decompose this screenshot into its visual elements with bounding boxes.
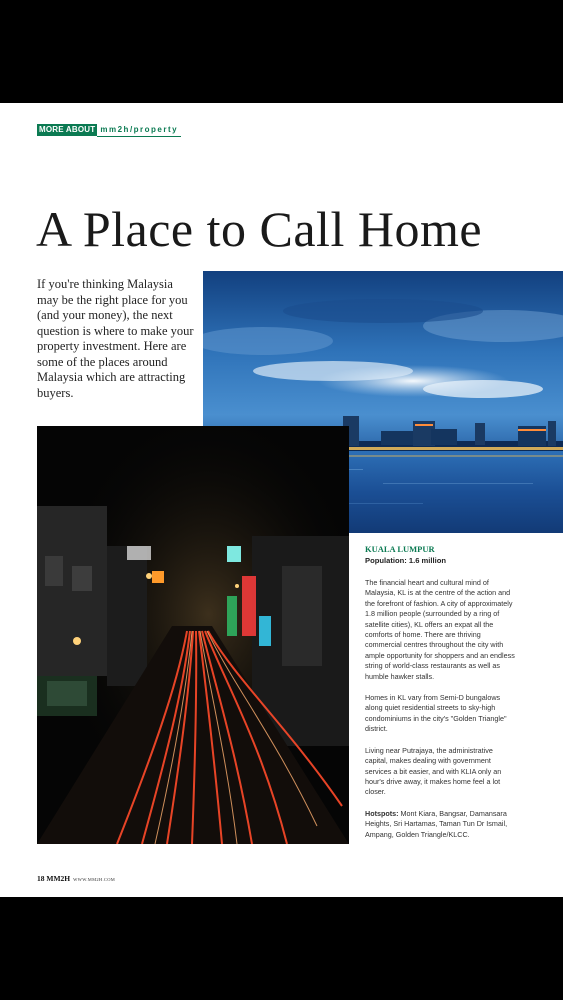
page-folio xyxy=(37,874,115,883)
section-tag xyxy=(37,124,181,136)
section-badge: MORE ABOUT xyxy=(39,125,96,134)
article-paragraph: The financial heart and cultural mind of Malaysia, KL is at the centre of the action and the forefront of fashion. A city of approximately 1.8 million people (surrounded by a ring of satellite cities), KL offers an expat all the comforts of home. There are thriving commercial centres throughout the city with ample opportunity for shoppers and an endless string of world-class restaurants as well as humble hawker stalls. xyxy=(365,578,515,681)
article-paragraph: Living near Putrajaya, the administrative capital, makes dealing with government services a bit easier, and with KLIA only an hour's drive away, it makes home feel a lot closer. xyxy=(365,745,502,797)
magazine-page xyxy=(0,103,563,897)
hotspots-list: Mont Kiara, Bangsar, Damansara Heights, Sri Hartamas, Taman Tun Dr Ismail, Ampang, Golden Triangle/KLCC. xyxy=(365,808,508,839)
folio-website: WWW.MM2H.COM xyxy=(73,877,116,882)
city-heading: KUALA LUMPUR xyxy=(365,544,435,554)
folio-page-number: 18 MM2H xyxy=(37,874,71,883)
hotspots-label: Hotspots: xyxy=(365,808,399,818)
article-paragraph: Homes in KL vary from Semi-D bungalows along quiet residential streets to sky-high condominiums in the city's "Golden Triangle" district. xyxy=(365,693,507,734)
headline: A Place to Call Home xyxy=(36,201,483,257)
article-column xyxy=(365,544,517,851)
section-path: mm2h/property xyxy=(97,124,181,137)
hotspots-paragraph xyxy=(365,809,517,840)
intro-paragraph: If you're thinking Malaysia may be the right place for you (and your money), the next question is where to make your property investment. Here are some of the places around Malaysia which are attracting buyers. xyxy=(37,277,194,400)
population-line: Population: 1.6 million xyxy=(365,556,447,565)
night-street-photo xyxy=(37,426,349,844)
